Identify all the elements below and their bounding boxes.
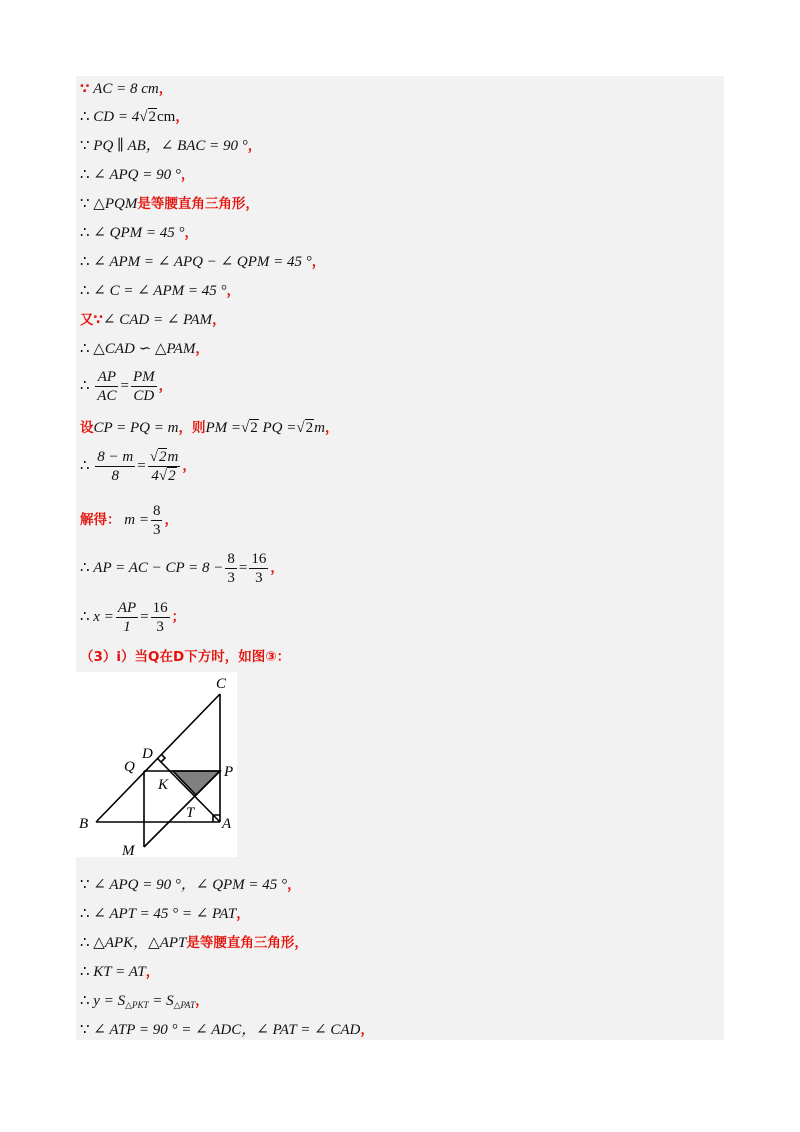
numerator: AP xyxy=(117,600,137,616)
fraction xyxy=(148,448,181,485)
equals-sign: = xyxy=(137,457,146,474)
because-symbol: ∵ xyxy=(80,1022,90,1038)
fraction xyxy=(95,368,118,405)
because-symbol: ∵ xyxy=(80,877,90,893)
denominator: AC xyxy=(97,388,117,404)
punctuation: ， xyxy=(180,167,195,183)
label-M: M xyxy=(122,843,135,857)
numerator: 8 xyxy=(227,551,235,567)
line-20 xyxy=(80,933,308,953)
geometry-figure xyxy=(76,672,237,857)
math-expression: CD = 4 xyxy=(93,109,140,125)
denominator: 8 xyxy=(111,468,120,484)
math-expression: AP = AC − CP = 8 − xyxy=(93,559,224,576)
punctuation: ， xyxy=(245,196,259,212)
variable: m xyxy=(167,449,179,465)
line-1 xyxy=(80,79,172,99)
punctuation: ， xyxy=(164,511,178,528)
line-6 xyxy=(80,223,198,243)
punctuation: ， xyxy=(226,283,240,299)
line-23 xyxy=(80,1020,374,1040)
line-14 xyxy=(80,502,178,539)
fraction xyxy=(151,599,170,636)
highlight-text: 又∵ xyxy=(80,312,103,328)
numerator: 16 xyxy=(152,600,168,616)
label-A: A xyxy=(222,816,232,832)
therefore-symbol: ∴ xyxy=(80,935,90,951)
line-2 xyxy=(80,107,189,127)
triangle-diagram xyxy=(76,672,237,857)
line-15 xyxy=(80,550,284,587)
radical-sign: √ xyxy=(296,420,305,436)
label-T: T xyxy=(186,805,195,821)
label-B: B xyxy=(79,816,89,832)
therefore-symbol: ∴ xyxy=(80,964,90,980)
math-expression: ∠ APT = 45 ° = ∠ PAT xyxy=(93,906,237,922)
math-expression: m = xyxy=(124,511,149,528)
line-19 xyxy=(80,904,250,924)
math-expression: x = xyxy=(93,608,114,625)
therefore-symbol: ∴ xyxy=(80,377,90,394)
punctuation: ， xyxy=(270,559,284,576)
coefficient: 4 xyxy=(151,468,159,484)
line-11 xyxy=(80,368,172,405)
punctuation: ； xyxy=(171,608,186,625)
fraction xyxy=(249,550,268,587)
right-angle-mark-D xyxy=(161,754,165,762)
math-expression: m xyxy=(314,420,325,436)
punctuation: ， xyxy=(324,420,339,436)
punctuation: ， xyxy=(294,935,308,951)
because-symbol: ∵ xyxy=(80,138,90,154)
section-heading: （3）i）当Q在D下方时，如图③： xyxy=(80,649,291,665)
therefore-symbol: ∴ xyxy=(80,283,90,299)
punctuation: ， xyxy=(175,109,189,125)
denominator: 3 xyxy=(255,570,263,586)
line-4 xyxy=(80,165,194,185)
radicand: 2 xyxy=(168,468,176,484)
math-expression: PQ = xyxy=(262,420,297,436)
punctuation: ， xyxy=(195,341,209,357)
punctuation: ， xyxy=(145,964,160,980)
denominator: 3 xyxy=(227,570,235,586)
punctuation: ， xyxy=(287,877,301,893)
highlight-text: 是等腰直角三角形 xyxy=(137,196,246,212)
line-3 xyxy=(80,136,261,156)
therefore-symbol: ∴ xyxy=(80,608,90,625)
math-expression: △CAD ∽ △PAM xyxy=(93,341,196,357)
fraction xyxy=(131,368,157,405)
numerator: 8 − m xyxy=(97,449,134,465)
fraction xyxy=(116,599,138,636)
label-Q: Q xyxy=(124,759,135,775)
line-16 xyxy=(80,599,185,636)
punctuation: ， xyxy=(360,1022,374,1038)
denominator: 1 xyxy=(123,619,131,635)
therefore-symbol: ∴ xyxy=(80,167,90,183)
radicand: 2 xyxy=(158,449,167,465)
radicand: 2 xyxy=(148,109,156,125)
math-expression: PQ ∥ AB，∠ BAC = 90 ° xyxy=(93,138,248,154)
punctuation: ， xyxy=(195,993,209,1009)
math-expression: ∠ QPM = 45 ° xyxy=(93,225,185,241)
math-expression: ∠ APQ = 90 °，∠ QPM = 45 ° xyxy=(93,877,288,893)
math-expression: KT = AT xyxy=(93,964,146,980)
math-expression: △APK，△APT xyxy=(93,935,187,951)
label-D: D xyxy=(142,746,153,762)
denominator: 3 xyxy=(156,619,164,635)
shaded-triangle xyxy=(173,771,220,795)
subscript: △PKT xyxy=(125,1000,149,1010)
denominator: 4√2 xyxy=(151,468,176,484)
therefore-symbol: ∴ xyxy=(80,341,90,357)
math-expression: = S xyxy=(152,993,174,1009)
numerator: PM xyxy=(132,369,155,385)
line-18 xyxy=(80,875,301,895)
line-7 xyxy=(80,252,325,272)
highlight-text: 解得： xyxy=(80,511,121,528)
punctuation: ， xyxy=(247,138,262,154)
punctuation: ， xyxy=(236,906,250,922)
math-expression: ∠ C = ∠ APM = 45 ° xyxy=(93,283,227,299)
numerator: √2m xyxy=(149,449,179,465)
therefore-symbol: ∴ xyxy=(80,109,90,125)
numerator: 8 xyxy=(152,503,161,519)
line-5 xyxy=(80,194,259,214)
highlight-text: 设 xyxy=(80,420,94,436)
line-10 xyxy=(80,339,209,359)
math-expression: PM = xyxy=(205,420,241,436)
therefore-symbol: ∴ xyxy=(80,457,90,474)
math-expression: ∠ APQ = 90 ° xyxy=(93,167,181,183)
label-P: P xyxy=(224,764,234,780)
therefore-symbol: ∴ xyxy=(80,254,90,270)
radicand: 2 xyxy=(250,420,258,436)
radical-sign: √ xyxy=(139,109,148,125)
because-symbol: ∵ xyxy=(80,196,90,212)
fraction xyxy=(151,502,163,539)
equals-sign: = xyxy=(120,377,129,394)
line-9 xyxy=(80,310,226,330)
line-12 xyxy=(80,418,338,438)
unit: cm xyxy=(157,109,176,125)
math-expression: ∠ CAD = ∠ PAM xyxy=(102,312,213,328)
math-expression: AC = 8 cm xyxy=(93,81,159,97)
fraction xyxy=(225,550,237,587)
numerator: AP xyxy=(95,368,118,387)
math-expression: ∠ APM = ∠ APQ − ∠ QPM = 45 ° xyxy=(93,254,312,270)
highlight-text: 是等腰直角三角形 xyxy=(186,935,295,951)
therefore-symbol: ∴ xyxy=(80,225,90,241)
line-13 xyxy=(80,448,196,485)
therefore-symbol: ∴ xyxy=(80,906,90,922)
therefore-symbol: ∴ xyxy=(80,993,90,1009)
math-expression: ∠ ATP = 90 ° = ∠ ADC，∠ PAT = ∠ CAD xyxy=(93,1022,361,1038)
subscript: △PAT xyxy=(173,1000,196,1010)
highlight-text: ，则 xyxy=(178,420,206,436)
radical-sign: √ xyxy=(241,420,250,436)
punctuation: ， xyxy=(158,377,173,394)
equals-sign: = xyxy=(238,559,248,576)
numerator: 16 xyxy=(251,551,267,567)
punctuation: ， xyxy=(184,225,198,241)
math-expression: CP = PQ = m xyxy=(93,420,179,436)
because-symbol: ∵ xyxy=(80,81,90,97)
denominator: CD xyxy=(133,388,155,404)
punctuation: ， xyxy=(212,312,226,328)
punctuation: ， xyxy=(182,457,196,474)
therefore-symbol: ∴ xyxy=(80,559,90,576)
line-21 xyxy=(80,962,159,982)
math-expression: y = S xyxy=(93,993,126,1009)
line-8 xyxy=(80,281,240,301)
line-17 xyxy=(80,647,290,667)
fraction xyxy=(95,448,135,485)
label-C: C xyxy=(216,676,227,692)
radicand: 2 xyxy=(305,420,314,436)
equals-sign: = xyxy=(140,608,149,625)
math-expression: △PQM xyxy=(93,196,138,212)
line-22 xyxy=(80,991,209,1015)
punctuation: ， xyxy=(311,254,326,270)
denominator: 3 xyxy=(152,522,161,538)
punctuation: ， xyxy=(158,81,173,97)
label-K: K xyxy=(158,777,169,793)
